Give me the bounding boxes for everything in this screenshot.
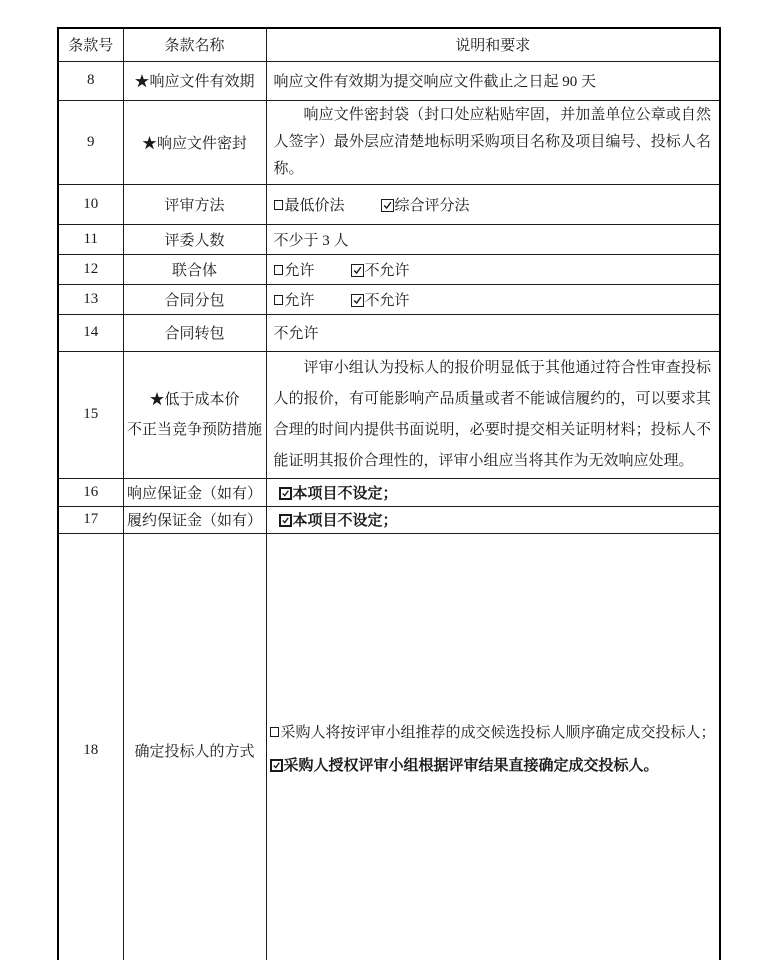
option-checked (351, 293, 410, 309)
option-label: 综合评分法 (394, 197, 470, 214)
table-row-9 (58, 100, 720, 184)
clause-no: 17 (58, 506, 123, 533)
option-unchecked (274, 263, 315, 279)
clause-name: ★响应文件有效期 (123, 61, 266, 100)
clause-desc: 不少于 3 人 (266, 224, 720, 254)
option-checked (279, 513, 398, 529)
checkbox-unchecked-icon (270, 727, 279, 737)
table-row-8 (58, 61, 720, 100)
clause-no: 18 (58, 533, 123, 960)
table-row-17 (58, 506, 720, 533)
clause-desc: 不允许 (266, 314, 720, 351)
option-label: 采购人将按评审小组推荐的成交候选投标人顺序确定成交投标人； (280, 725, 716, 742)
clause-name: 合同分包 (123, 284, 266, 314)
clause-no: 12 (58, 254, 123, 284)
header-description: 说明和要求 (266, 28, 720, 61)
clause-name-line1: ★低于成本价 (149, 391, 240, 408)
clause-no: 15 (58, 351, 123, 478)
option-unchecked (274, 198, 345, 214)
clause-desc (266, 478, 720, 506)
clause-name (123, 351, 266, 478)
option-unchecked (270, 717, 714, 750)
clause-name: 联合体 (123, 254, 266, 284)
option-label: 本项目不设定； (292, 485, 398, 502)
checkbox-checked-icon (351, 294, 364, 307)
table-row-16 (58, 478, 720, 506)
header-clause-no: 条款号 (58, 28, 123, 61)
clause-name: ★响应文件密封 (123, 100, 266, 184)
table-row-12 (58, 254, 720, 284)
clause-desc-paragraph: 响应文件密封袋（封口处应粘贴牢固，并加盖单位公章或自然人签字）最外层应清楚地标明采购项目名称及项目编号、投标人名称。 (273, 106, 711, 177)
table-row-11 (58, 224, 720, 254)
clause-no: 9 (58, 100, 123, 184)
checkbox-checked-icon (270, 759, 283, 772)
clause-desc (266, 351, 720, 478)
option-checked (381, 198, 470, 214)
option-label: 最低价法 (284, 197, 345, 214)
checkbox-checked-icon (279, 514, 292, 527)
checkbox-checked-icon (381, 199, 394, 212)
clause-no: 13 (58, 284, 123, 314)
checkbox-unchecked-icon (274, 200, 283, 210)
table-row-18 (58, 533, 720, 960)
option-checked (270, 750, 714, 783)
clause-desc (266, 284, 720, 314)
clause-desc (266, 254, 720, 284)
clause-no: 10 (58, 184, 123, 224)
option-unchecked (274, 293, 315, 309)
option-label: 不允许 (364, 262, 410, 279)
clauses-table (57, 27, 721, 960)
clause-name: 合同转包 (123, 314, 266, 351)
clause-desc (266, 533, 720, 960)
option-label: 本项目不设定； (292, 513, 398, 529)
option-label: 允许 (284, 292, 315, 309)
checkbox-checked-icon (351, 264, 364, 277)
clause-desc (266, 184, 720, 224)
clause-no: 14 (58, 314, 123, 351)
option-label: 允许 (284, 262, 315, 279)
table-row-10 (58, 184, 720, 224)
option-label: 采购人授权评审小组根据评审结果直接确定成交投标人。 (283, 758, 659, 775)
clause-no: 16 (58, 478, 123, 506)
clause-desc-paragraph: 评审小组认为投标人的报价明显低于其他通过符合性审查投标人的报价，有可能影响产品质量或者不能诚信履约的，可以要求其合理的时间内提供书面说明，必要时提交相关证明材料；投标人不能证明其报价合理性的，评审小组应当将其作为无效响应处理。 (273, 359, 711, 469)
clause-no: 8 (58, 61, 123, 100)
option-label: 不允许 (364, 292, 410, 309)
clause-desc: 响应文件有效期为提交响应文件截止之日起 90 天 (266, 61, 720, 100)
table-row-15 (58, 351, 720, 478)
table-row-13 (58, 284, 720, 314)
clause-name: 评委人数 (123, 224, 266, 254)
clause-desc (266, 100, 720, 184)
clause-name-line2: 不正当竞争预防措施 (126, 421, 262, 438)
clause-no: 11 (58, 224, 123, 254)
table-row-14 (58, 314, 720, 351)
clause-name: 响应保证金（如有） (123, 478, 266, 506)
option-checked (351, 263, 410, 279)
clause-desc (266, 506, 720, 533)
clause-name: 确定投标人的方式 (123, 533, 266, 960)
clause-name: 评审方法 (123, 184, 266, 224)
clause-name: 履约保证金（如有） (123, 506, 266, 533)
checkbox-unchecked-icon (274, 265, 283, 275)
table-header-row (58, 28, 720, 61)
option-checked (279, 486, 398, 502)
checkbox-unchecked-icon (274, 295, 283, 305)
header-clause-name: 条款名称 (123, 28, 266, 61)
checkbox-checked-icon (279, 487, 292, 500)
